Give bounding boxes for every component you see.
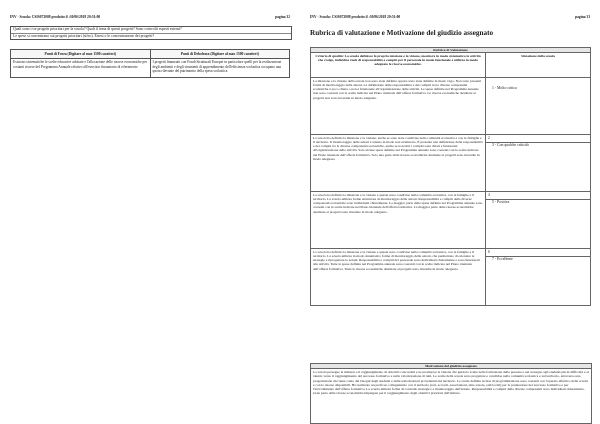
rubric-description: La scuola ha definito la missione e la visione e queste sono condivise nella comunità scolastica, con le famiglie e il territorio. La scuola utilizza in modo sistematico forme di monitoraggio delle azioni, che permettono di orientare le strategie e riprogettare le azioni. Responsabilità e compiti del personale sono individuati chiaramente e sono funzionali alle attività. Tutte le spese definite nel Programma annuale sono coerenti con le scelte indicate nel Piano triennale dell'offerta formativa. Tutte le risorse economiche destinate ai progetti sono investite in modo adeguato. (311, 249, 486, 306)
motivation-text: La scuola persegue la mission e il raggiungimento di obiettivi concordati e ne promuove la visione che guida le scelte nella formazione delle persone e nel sostegno agli studenti più in difficoltà e ai talenti, verso il raggiungimento del successo formativo e nella valorizzazione di tutti. Le scelte della scuola sono progettate e condivise nella comunità scolastica e sul territorio, attraverso una progettazione che tiene conto dei bisogni degli studenti e delle sollecitazioni provenienti dal territorio. Le scelte definite in fase di programmazione sono coerenti con l'operato effettivo della scuola e con le risorse disponibili. Ha realizzato un proficuo collegamento con il territorio (reti, accordi, associazioni, altre scuole, enti locali) per la promozione del successo formativo e per l'arricchimento dell'offerta formativa. La scuola utilizza forme di controllo strategico e monitoraggio dell'azione. Responsabilità e compiti delle diverse componenti sono individuati chiaramente. Gran parte delle risorse economiche impiegate per il raggiungimento degli obiettivi prioritari dell'istituto. (313, 370, 589, 395)
motivation-caption: Motivazione del giudizio assegnato (311, 364, 591, 369)
page-header (10, 15, 290, 23)
page-header (310, 15, 590, 23)
rubric-description: La scuola ha definito la missione e la visione, anche se sono state condivise nella comunità scolastica e con le famiglie e il territorio. Il monitoraggio delle azioni è attuato in modo non strutturato. È presente una definizione delle responsabilità e dei compiti tra le diverse componenti scolastiche, anche se non tutti i compiti sono chiari e funzionali all'organizzazione delle attività. Solo alcune spese definite nel Programma annuale sono coerenti con le scelte indicate nel Piano triennale dell'offerta formativa. Solo una parte delle risorse economiche destinate ai progetti sono investite in modo adeguato. (311, 135, 486, 192)
level-label: 3 - Con qualche criticità (492, 143, 529, 148)
rubric-level[interactable] (486, 78, 591, 135)
motivation-box (310, 363, 592, 424)
level-mark: 4 (488, 193, 490, 198)
header-label: INV - Scuola: CSIS072008 prodotto il :30/06/2018 20:51:00 (310, 15, 401, 19)
page-number: pagina 32 (275, 15, 290, 19)
criterion-header: Criterio di qualità: La scuola definisce la propria missione e la visione, monitora in modo sistematico le attività che svolge, individua ruoli di responsabilità e compiti per il personale in modo funzionale e utilizza in modo adeguato le risorse economiche. (311, 53, 486, 78)
rubric-level-selected[interactable] (486, 192, 591, 249)
weaknesses-header: Punti di Debolezza (Digitare al max 1500 caratteri) (150, 50, 290, 59)
rubric-level[interactable] (486, 135, 591, 192)
rubric-description: La scuola ha definito la missione e la visione e queste sono condivise nella comunità scolastica, con le famiglie e il territorio. La scuola utilizza forme strutturate di monitoraggio delle azioni. Responsabilità e compiti delle diverse componenti scolastiche sono individuati chiaramente. La maggior parte delle spese definite nel Programma annuale sono coerenti con le scelte indicate nel Piano triennale dell'offerta formativa. La maggior parte delle risorse economiche destinate ai progetti sono investite in modo adeguato. (311, 192, 486, 249)
level-mark: 2 (488, 136, 490, 141)
level-label: 1 - Molto critica (492, 86, 517, 91)
level-mark: 6 (488, 250, 490, 255)
page-number: pagina 33 (575, 15, 590, 19)
section-title: Rubrica di valutazione e Motivazione del giudizio assegnato (310, 29, 494, 37)
weaknesses-cell: I progetti finanziati con Fondi Strutturali Europei in particolare quelli per la realizzazione degli ambienti e degli strumenti di apprendimento dell'efficienza scolastica occupano una quota rilevante del patrimonio della spesa scolastica (150, 59, 290, 78)
rubric-caption: Rubrica di Valutazione (311, 48, 591, 53)
strengths-header: Punti di Forza (Digitare al max 1500 caratteri) (11, 50, 151, 59)
situation-header: Situazione della scuola (486, 53, 591, 78)
level-label: 7 - Eccellente (492, 257, 513, 262)
strengths-cell: Esistono sistematiche le scelte educative adottate e l'allocazione delle risorse economiche per costanti risorse del Programma Annuale relativo all'esercizio finanziario di riferimento (11, 59, 151, 78)
rubric-description: La missione e la visione della scuola non sono state definite oppure sono state definite in modo vago. Non sono presenti forme di monitoraggio delle azioni. La definizione delle responsabilità e dei compiti tra le diverse componenti scolastiche è poco chiara o non è funzionale all'organizzazione delle attività. Le spese definite nel Programma annuale non sono coerenti con le scelte indicate nel Piano triennale dell'offerta formativa. Le risorse economiche destinate ai progetti non sono investite in modo adeguato. (311, 78, 486, 135)
level-label: 5 - Positiva (492, 200, 510, 205)
strengths-weaknesses-table (10, 49, 290, 78)
rubric-level[interactable] (486, 249, 591, 306)
header-label: INV - Scuola: CSIS072008 prodotto il :30/06/2018 20:51:00 (10, 15, 101, 19)
question-line: Quali sono i tre progetti prioritari per la scuola? Quali il tema di questi progetti? Sono coinvolti esperti esterni? (11, 27, 291, 34)
evaluation-rubric (310, 47, 591, 306)
right-page (300, 0, 600, 424)
guiding-questions (10, 26, 292, 40)
question-line: Le spese si concentrano sui progetti prioritari (sì/no). Estesi o le concentrazione dei progetti? (13, 33, 155, 38)
